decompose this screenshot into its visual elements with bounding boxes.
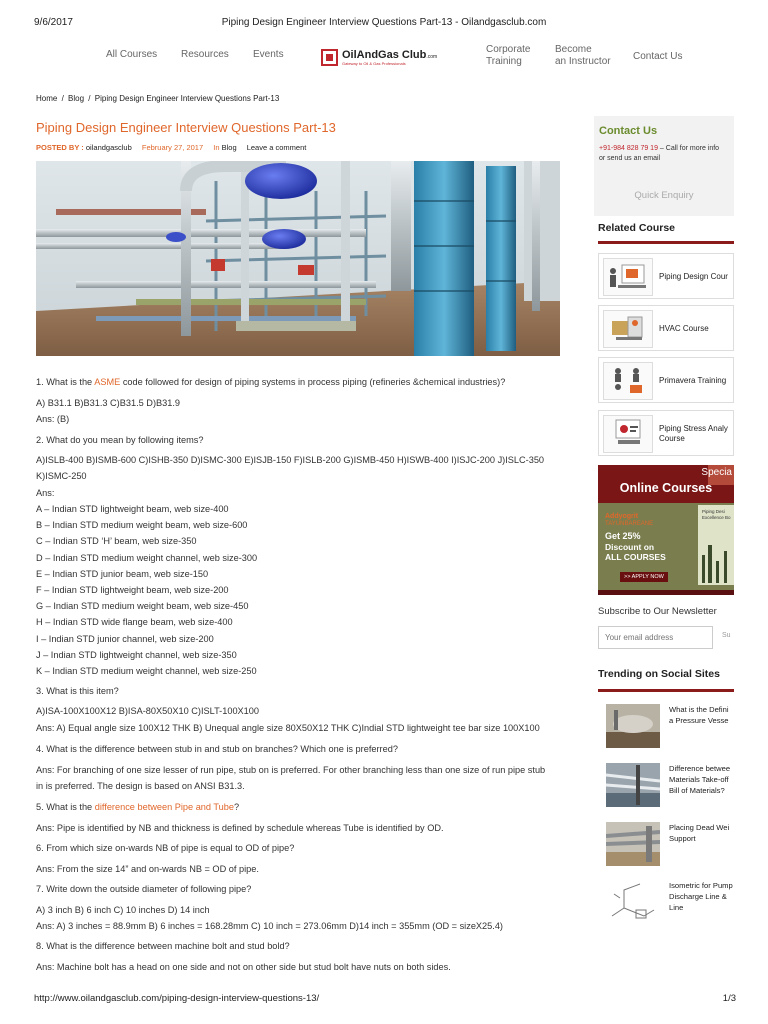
logo-name: OilAndGas Club.com bbox=[342, 49, 438, 61]
question-6-answer: Ans: From the size 14” and on-wards NB = OD of pipe. bbox=[36, 864, 259, 874]
contact-phone: +91-984 828 79 19 – Call for more info bbox=[599, 145, 720, 152]
question-2-answer-item: H – Indian STD wide flange beam, web size-400 bbox=[36, 617, 233, 628]
trending-item[interactable] bbox=[606, 822, 734, 866]
question-5-answer: Ans: Pipe is identified by NB and thickness is defined by schedule whereas Tube is identified by OD. bbox=[36, 823, 444, 833]
print-url: http://www.oilandgasclub.com/piping-design-interview-questions-13/ bbox=[34, 993, 320, 1004]
newsletter-subscribe-button[interactable]: Su bbox=[722, 632, 731, 639]
quick-enquiry-button[interactable]: Quick Enquiry bbox=[634, 190, 694, 201]
posted-by-label: POSTED BY : bbox=[36, 143, 84, 152]
print-page-number: 1/3 bbox=[722, 993, 736, 1004]
question-8-answer: Ans: Machine bolt has a head on one side and not on other side but stud bolt have nuts on both sides. bbox=[36, 962, 451, 972]
question-3-options: A)ISA-100X100X12 B)ISA-80X50X10 C)ISLT-100X100 bbox=[36, 706, 260, 716]
trending-item-title: What is the Defini a Pressure Vesse bbox=[669, 705, 729, 725]
question-2: 2. What do you mean by following items? bbox=[36, 435, 204, 445]
nav-become-line1: Become bbox=[555, 44, 592, 55]
stress-analysis-icon bbox=[603, 415, 653, 453]
breadcrumb-separator: / bbox=[61, 94, 64, 103]
question-2-answer-item: G – Indian STD medium weight beam, web size-450 bbox=[36, 601, 249, 612]
trending-title: Trending on Social Sites bbox=[598, 668, 720, 680]
trending-item[interactable] bbox=[606, 763, 734, 807]
breadcrumb-home[interactable]: Home bbox=[36, 94, 58, 103]
nav-resources[interactable]: Resources bbox=[181, 49, 229, 60]
article-body bbox=[36, 0, 566, 1024]
promo-discount-line2: Discount on bbox=[605, 542, 655, 552]
post-author[interactable]: oilandgasclub bbox=[85, 143, 132, 152]
breadcrumb-separator: / bbox=[88, 94, 91, 103]
nav-contact-us[interactable]: Contact Us bbox=[633, 51, 683, 62]
related-course-label: Primavera Training bbox=[659, 376, 727, 385]
leave-comment-link[interactable]: Leave a comment bbox=[246, 143, 307, 152]
category-in-label: In bbox=[213, 143, 220, 152]
question-2-answer-item: F – Indian STD lightweight beam, web size-200 bbox=[36, 585, 229, 595]
print-footer bbox=[0, 993, 768, 1007]
question-3: 3. What is this item? bbox=[36, 686, 119, 696]
related-course-label: Piping Stress Analy Course bbox=[659, 424, 728, 443]
contact-widget bbox=[594, 116, 734, 216]
promo-apply-now-button[interactable]: >> APPLY NOW bbox=[620, 572, 668, 582]
trending-item[interactable] bbox=[606, 880, 734, 924]
dead-weight-support-thumbnail bbox=[606, 822, 660, 866]
breadcrumb-blog[interactable]: Blog bbox=[68, 94, 85, 103]
promo-brand: Addyogrit bbox=[605, 513, 639, 520]
trending-item-title: Isometric for Pump Discharge Line & Line bbox=[669, 881, 733, 912]
related-course-label: Piping Design Cour bbox=[659, 272, 728, 281]
contact-title: Contact Us bbox=[599, 125, 658, 137]
page-title: Piping Design Engineer Interview Questions Part-13 bbox=[36, 120, 336, 135]
related-course-stress-analysis[interactable] bbox=[598, 410, 734, 456]
print-date: 9/6/2017 bbox=[34, 17, 73, 28]
section-divider bbox=[598, 241, 734, 244]
question-7-options: A) 3 inch B) 6 inch C) 10 inches D) 14 inch bbox=[36, 905, 210, 915]
promo-book-title: Piping Desi bbox=[702, 509, 725, 514]
pipe-vs-tube-link[interactable]: difference between Pipe and Tube bbox=[94, 802, 235, 812]
materials-takeoff-thumbnail bbox=[606, 763, 660, 807]
piping-design-icon bbox=[603, 258, 653, 296]
pump-isometric-thumbnail bbox=[606, 880, 660, 924]
question-2-answer-item: J – Indian STD lightweight channel, web size-350 bbox=[36, 649, 237, 660]
question-7: 7. Write down the outside diameter of following pipe? bbox=[36, 884, 252, 894]
logo-tagline: Gateway to Oil & Gas Professionals bbox=[342, 61, 406, 66]
question-2-answer-item: I – Indian STD junior channel, web size-200 bbox=[36, 633, 214, 644]
online-courses-promo-banner[interactable] bbox=[598, 465, 734, 595]
related-course-label: HVAC Course bbox=[659, 324, 709, 333]
question-4-answer: Ans: For branching of one size lesser of run pipe, stub on is preferred. For other branching less than one size of run pipe stub bbox=[36, 765, 546, 775]
newsletter-title: Subscribe to Our Newsletter bbox=[598, 606, 717, 617]
question-7-answer: Ans: A) 3 inches = 88.9mm B) 6 inches = 168.28mm C) 10 inch = 273.06mm D)14 inch = 355mm (OD = sizeX25.4) bbox=[36, 921, 503, 931]
related-course-primavera[interactable] bbox=[598, 357, 734, 403]
primavera-icon bbox=[603, 362, 653, 400]
trending-item-title: Difference betwee Materials Take-off Bill of Materials? bbox=[669, 764, 731, 795]
question-4: 4. What is the difference between stub in and stub on branches? Which one is preferred? bbox=[36, 744, 398, 754]
related-course-title: Related Course bbox=[598, 222, 676, 234]
trending-item[interactable] bbox=[606, 704, 734, 748]
newsletter-email-input[interactable] bbox=[598, 626, 713, 649]
post-category[interactable]: Blog bbox=[221, 143, 237, 152]
question-5: 5. What is the difference between Pipe and Tube? bbox=[36, 802, 240, 812]
question-2-items: A)ISLB-400 B)ISMB-600 C)ISHB-350 D)ISMC-300 E)ISJB-150 F)ISLB-200 G)ISMB-450 H)ISWB-400 I)ISJC-200 J)ISLC-350 bbox=[36, 455, 545, 465]
promo-discount: Get 25% bbox=[605, 531, 641, 541]
question-2-answer-item: E – Indian STD junior beam, web size-150 bbox=[36, 568, 209, 579]
hvac-icon bbox=[603, 310, 653, 348]
section-divider bbox=[598, 689, 734, 692]
promo-book-subtitle: Excellence Bo bbox=[702, 515, 731, 520]
contact-email-line[interactable]: or send us an email bbox=[599, 155, 661, 162]
pressure-vessel-thumbnail bbox=[606, 704, 660, 748]
promo-special: Specia bbox=[701, 467, 732, 478]
question-1: 1. What is the ASME code followed for design of piping systems in process piping (refineries &chemical industries)? bbox=[36, 377, 506, 387]
promo-online-courses: Online Courses bbox=[619, 481, 713, 495]
question-2-answer-item: A – Indian STD lightweight beam, web size-400 bbox=[36, 504, 229, 514]
question-2-answer-item: B – Indian STD medium weight beam, web size-600 bbox=[36, 520, 248, 531]
question-2-answer-item: C – Indian STD ‘H’ beam, web size-350 bbox=[36, 536, 197, 547]
nav-events[interactable]: Events bbox=[253, 49, 284, 60]
question-2-answer-label: Ans: bbox=[36, 488, 55, 498]
asme-link[interactable]: ASME bbox=[94, 377, 121, 387]
nav-become-line2: an Instructor bbox=[555, 56, 611, 67]
question-8: 8. What is the difference between machine bolt and stud bold? bbox=[36, 941, 290, 951]
question-2-answer-item: D – Indian STD medium weight channel, web size-300 bbox=[36, 552, 258, 563]
promo-brand-sub: TAYUNBAREANE bbox=[605, 521, 654, 527]
nav-corporate-line2: Training bbox=[486, 56, 522, 67]
related-course-piping-design[interactable] bbox=[598, 253, 734, 299]
question-6: 6. From which size on-wards NB of pipe is equal to OD of pipe? bbox=[36, 843, 295, 853]
question-2-items: K)ISMC-250 bbox=[36, 471, 87, 481]
phone-number[interactable]: +91-984 828 79 19 bbox=[599, 145, 658, 152]
breadcrumb-current: Piping Design Engineer Interview Questions Part-13 bbox=[94, 94, 280, 103]
question-2-answer-item: K – Indian STD medium weight channel, web size-250 bbox=[36, 666, 257, 676]
question-4-answer: in is preferred. The design is based on ANSI B31.3. bbox=[36, 781, 245, 791]
print-title: Piping Design Engineer Interview Questions Part-13 - Oilandgasclub.com bbox=[221, 17, 547, 28]
promo-discount-line3: ALL COURSES bbox=[605, 552, 666, 562]
post-date: February 27, 2017 bbox=[141, 143, 204, 152]
question-1-options: A) B31.1 B)B31.3 C)B31.5 D)B31.9 bbox=[36, 398, 181, 408]
related-course-hvac[interactable] bbox=[598, 305, 734, 351]
nav-corporate-line1: Corporate bbox=[486, 44, 531, 55]
question-1-answer: Ans: (B) bbox=[36, 414, 70, 424]
nav-all-courses[interactable]: All Courses bbox=[106, 49, 158, 60]
trending-item-title: Placing Dead Wei Support bbox=[669, 823, 730, 843]
question-3-answer: Ans: A) Equal angle size 100X12 THK B) Unequal angle size 80X50X12 THK C)Indial STD lightweight tee bar size 100X100 bbox=[36, 723, 540, 733]
